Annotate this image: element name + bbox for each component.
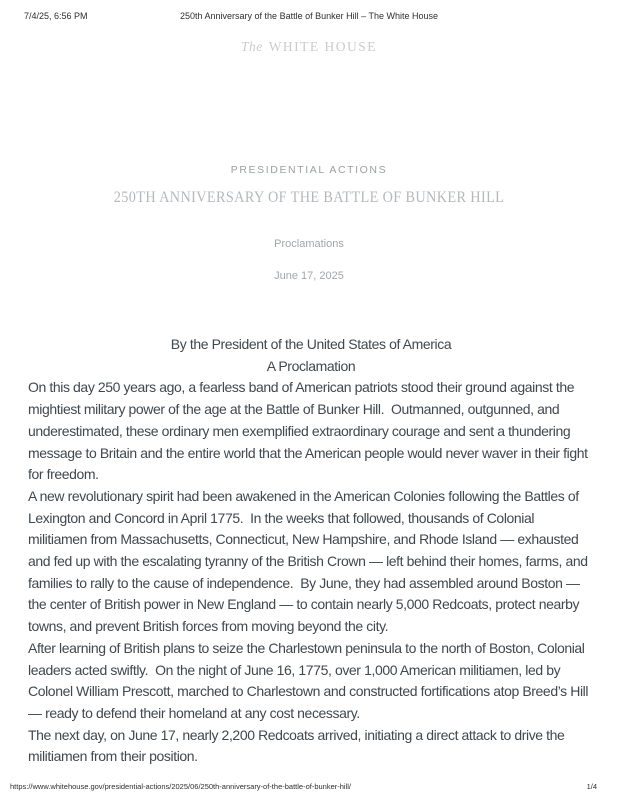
white-house-logo — [0, 39, 618, 55]
body-paragraph: A new revolutionary spirit had been awakened in the American Colonies following the Battles of Lexington and Concord in April 1775. In the weeks that followed, thousands of Colonial militiamen from Massachusetts, Connecticut, New Hampshire, and Rhode Island — exhausted and fed up with the escalating tyranny of the British Crown — left behind their homes, farms, and families to rally to the cause of independence. By June, they had assembled around Boston — the center of British power in New England — to contain nearly 5,000 Redcoats, protect nearby towns, and prevent British forces from moving beyond the city. — [28, 487, 592, 635]
proclamation-byline: By the President of the United States of America — [170, 336, 452, 352]
page-title: 250TH ANNIVERSARY OF THE BATTLE OF BUNKER HILL — [113, 189, 505, 206]
article-date: June 17, 2025 — [274, 270, 344, 282]
print-timestamp: 7/4/25, 6:56 PM — [24, 11, 88, 21]
breadcrumb-presidential-actions: PRESIDENTIAL ACTIONS — [230, 164, 388, 176]
logo-white-house-text: WHITE HOUSE — [268, 39, 378, 54]
category-label: Proclamations — [274, 238, 344, 250]
print-document-title: 250th Anniversary of the Battle of Bunker Hill – The White House — [180, 11, 438, 21]
body-paragraph: The next day, on June 17, nearly 2,200 Redcoats arrived, initiating a direct attack to drive the militiamen from their position. — [28, 726, 568, 765]
proclamation-heading: A Proclamation — [266, 357, 356, 374]
article-body — [28, 334, 594, 772]
logo-the-text: The — [240, 39, 263, 54]
print-header — [0, 11, 618, 23]
print-source-url: https://www.whitehouse.gov/presidential-actions/2025/06/250th-anniversary-of-the-battle-of-bunker-hill/ — [10, 782, 352, 791]
print-page-indicator: 1/4 — [586, 782, 597, 791]
body-paragraph: After learning of British plans to seize the Charlestown peninsula to the north of Boston, Colonial leaders acted swiftly. On the night of June 16, 1775, over 1,000 American militiamen, led by Colonel William Prescott, marched to Charlestown and constructed fortifications atop Breed’s Hill — ready to defend their homeland at any cost necessary. — [28, 639, 592, 721]
body-paragraph: On this day 250 years ago, a fearless band of American patriots stood their ground against the mightiest military power of the age at the Battle of Bunker Hill. Outmanned, outgunned, and underestimated, these ordinary men exemplified extraordinary courage and sent a thundering message to Britain and the entire world that the American people would never waver in their fight for freedom. — [28, 379, 592, 483]
print-footer — [0, 782, 618, 793]
